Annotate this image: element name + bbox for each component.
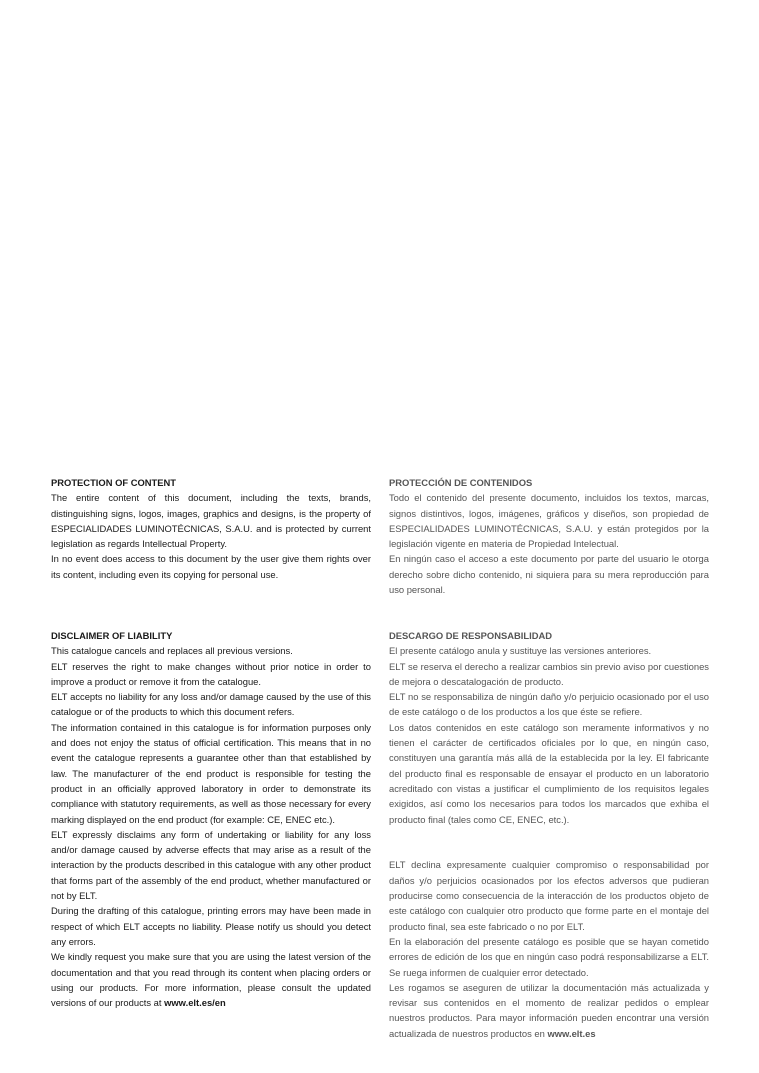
- paragraph: ELT se reserva el derecho a realizar cambios sin previo aviso por cuestiones de mejora o descatalogación de producto.: [389, 660, 709, 687]
- paragraph: En ningún caso el acceso a este documento por parte del usuario le otorga derecho sobre dicho contenido, ni siquiera para su mera reproducción para uso personal.: [389, 553, 709, 596]
- protection-section-es: [389, 475, 709, 597]
- paragraph: [51, 949, 371, 1010]
- protection-section-en: [51, 475, 371, 582]
- section-title: DISCLAIMER OF LIABILITY: [51, 630, 173, 641]
- section-title: PROTECCIÓN DE CONTENIDOS: [389, 477, 533, 488]
- paragraph: ELT no se responsabiliza de ningún daño y/o perjuicio ocasionado por el uso de este catálogo o de los productos a los que éste se refiere.: [389, 691, 709, 718]
- paragraph-text: Les rogamos se aseguren de utilizar la documentación más actualizada y revisar sus contenidos en el momento de realizar pedidos o emplear nuestros productos. Para mayor información pueden encontrar una versión actualizada de nuestros productos en: [389, 981, 709, 1039]
- website-link[interactable]: www.elt.es: [547, 1027, 596, 1039]
- paragraph: ELT accepts no liability for any loss and/or damage caused by the use of this catalogue or of the products to which this document refers.: [51, 691, 371, 718]
- section-title: PROTECTION OF CONTENT: [51, 477, 176, 488]
- paragraph: ELT reserves the right to make changes without prior notice in order to improve a product or remove it from the catalogue.: [51, 660, 371, 687]
- paragraph: El presente catálogo anula y sustituye las versiones anteriores.: [389, 645, 652, 657]
- paragraph: En la elaboración del presente catálogo es posible que se hayan cometido errores de edición de los que en ningún caso podrá responsabilizarse a ELT. Se ruega informen de cualquier error detectado.: [389, 935, 709, 978]
- paragraph: Los datos contenidos en este catálogo son meramente informativos y no tienen el carácter de certificados oficiales por lo que, en ningún caso, constituyen una garantía más allá de la establecida por la ley. El fabricante del producto final es responsable de ensayar el producto en un laboratorio acreditado con vistas a justificar el cumplimiento de los requisitos legales exigidos, así como los necesarios para todos los marcados que exhiba el producto final (tales como CE, ENEC, etc.).: [389, 721, 709, 825]
- disclaimer-section-en: [51, 628, 371, 1010]
- section-title: DESCARGO DE RESPONSABILIDAD: [389, 630, 553, 641]
- disclaimer-section-es: [389, 628, 709, 1041]
- paragraph: The information contained in this catalogue is for information purposes only and does not enjoy the status of official certification. This means that in no event the catalogue represents a guarantee other than that established by law. The manufacturer of the end product is responsible for testing the product in an officially approved laboratory in order to demonstrate its compliance with statutory requirements, as well as those necessary for every marking displayed on the end product (for example: CE, ENEC etc.).: [51, 721, 371, 825]
- paragraph: During the drafting of this catalogue, printing errors may have been made in respect of which ELT accepts no liability. Please notify us should you detect any errors.: [51, 905, 371, 947]
- paragraph: [389, 980, 709, 1041]
- paragraph-text: We kindly request you make sure that you are using the latest version of the documentation and that you read through its content when placing orders or using our products. For more information, please consult the updated versions of our products at: [51, 951, 371, 1009]
- paragraph: The entire content of this document, including the texts, brands, distinguishing signs, logos, images, graphics and designs, is the property of ESPECIALIDADES LUMINOTÉCNICAS, S.A.U. and is protected by current legislation as regards Intellectual Property.: [51, 492, 371, 550]
- website-link[interactable]: www.elt.es/en: [164, 997, 226, 1009]
- paragraph: In no event does access to this document by the user give them rights over its content, including even its copying for personal use.: [51, 553, 371, 580]
- paragraph: ELT expressly disclaims any form of undertaking or liability for any loss and/or damage caused by adverse effects that may arise as a result of the interaction by the products described in this catalogue with any other product that forms part of the assembly of the end product, whether manufactured or not by ELT.: [51, 828, 371, 902]
- paragraph: This catalogue cancels and replaces all previous versions.: [51, 645, 293, 657]
- paragraph: ELT declina expresamente cualquier compromiso o responsabilidad por daños y/o perjuicios ocasionados por los efectos adversos que pudieran producirse como consecuencia de la interacción de los productos objeto de este catálogo con cualquier otro producto que forme parte en el montaje del producto final, sea este fabricado o no por ELT.: [389, 859, 709, 932]
- paragraph: Todo el contenido del presente documento, incluidos los textos, marcas, signos distintivos, logos, imágenes, gráficos y diseños, son propiedad de ESPECIALIDADES LUMINOTÉCNICAS, S.A.U. y están protegidos por la legislación vigente en materia de Propiedad Intelectual.: [389, 492, 709, 550]
